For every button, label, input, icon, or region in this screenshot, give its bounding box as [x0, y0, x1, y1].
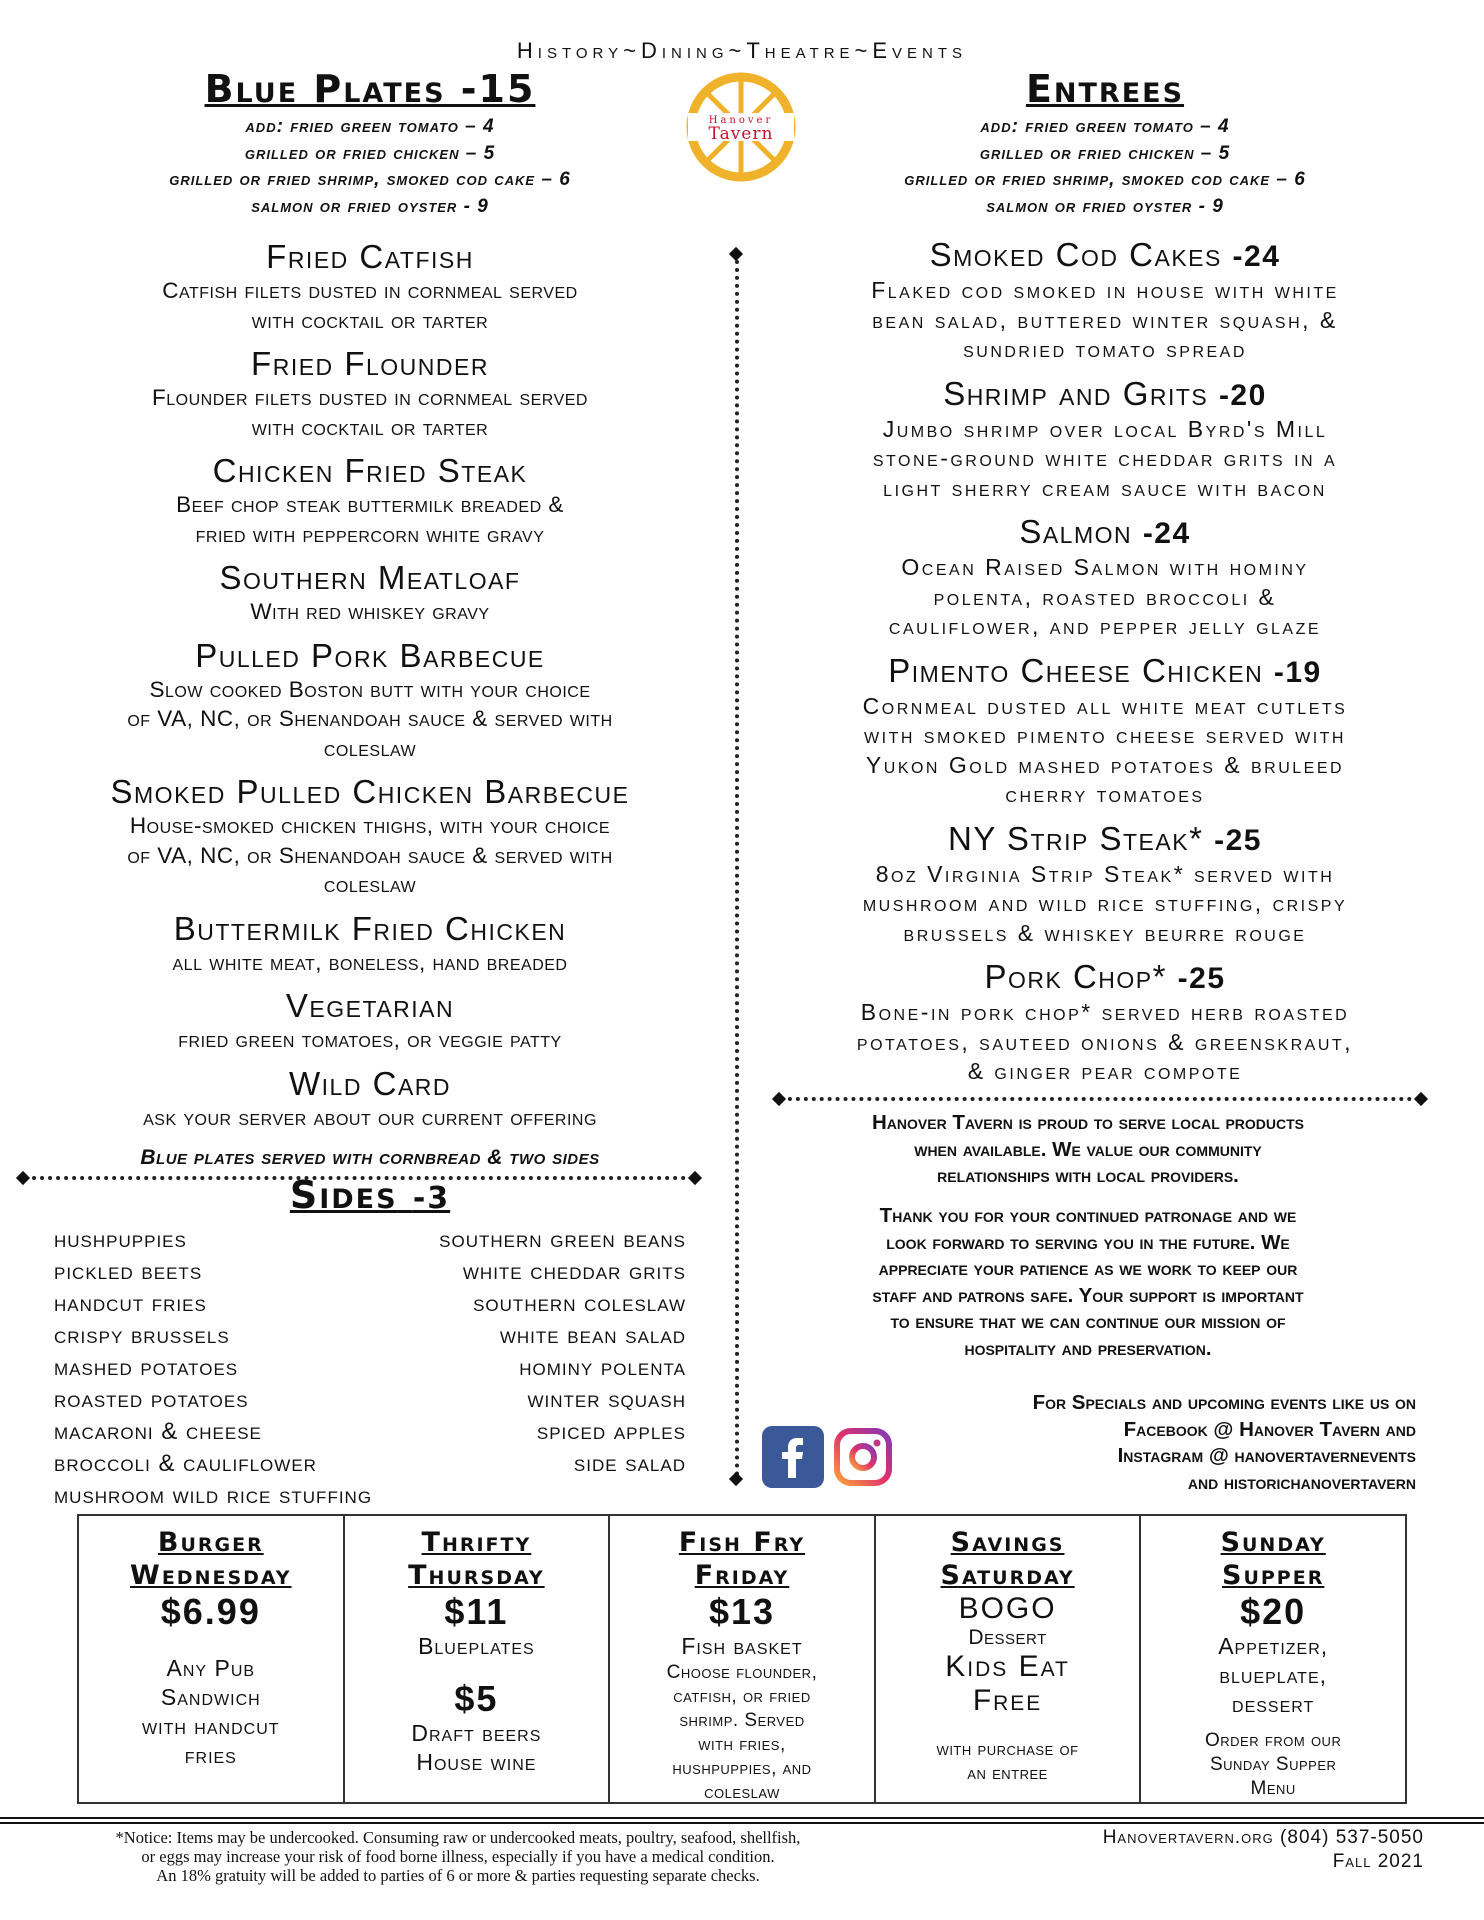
special-fish-fry-friday: Fish Fry Friday $13 Fish basket Choose flounder, catfish, or fried shrimp. Served with fries, hushpuppies, and coleslaw — [610, 1516, 876, 1802]
menu-item: Shrimp and Grits -20 Jumbo shrimp over local Byrd's Mill stone-ground white cheddar grits in a light sherry cream sauce with bacon — [872, 374, 1338, 501]
svg-text:Hanover: Hanover — [708, 115, 774, 126]
weekly-specials — [77, 1514, 1407, 1804]
sides-section — [20, 1172, 720, 1514]
menu-item: Pulled Pork Barbecue Slow cooked Boston butt with your choice of VA, NC, or Shenandoah sauce & served with coleslaw — [127, 636, 613, 761]
special-sunday-supper: Sunday Supper $20 Appetizer, blueplate, dessert Order from our Sunday Supper Menu — [1205, 1527, 1342, 1799]
addons-list: add: fried green tomato – 4 grilled or fried chicken – 5 grilled or fried shrimp, smoked cod cake – 6 salmon or fried oyster - 9 — [169, 116, 571, 217]
menu-item: Vegetarian fried green tomatoes, or veggie patty — [178, 987, 562, 1052]
sides-row: roasted potatoes winter squash — [54, 1386, 686, 1413]
menu-item: Smoked Pulled Chicken Barbecue House-smoked chicken thighs, with your choice of VA, NC, or Shenandoah sauce & served with coleslaw — [110, 773, 630, 897]
social-note: For Specials and upcoming events like us on Facebook @ Hanover Tavern and Instagram @ hanovertavernevents and historichanovertavern — [1032, 1391, 1416, 1494]
sides-title: Sides -3 — [289, 1173, 451, 1217]
special-burger-wednesday: Burger Wednesday $6.99 Any Pub Sandwich with handcut fries — [79, 1516, 345, 1802]
entrees-section — [752, 66, 1458, 1087]
vertical-divider — [735, 252, 739, 1477]
blue-plates-title: Blue Plates -15 — [204, 67, 536, 111]
local-products-note: Hanover Tavern is proud to serve local products when available. We value our community relationships with local providers. — [871, 1111, 1305, 1187]
sides-row: mashed potatoes hominy polenta — [54, 1354, 686, 1381]
addons-list: add: fried green tomato – 4 grilled or fried chicken – 5 grilled or fried shrimp, smoked cod cake – 6 salmon or fried oyster - 9 — [904, 116, 1306, 217]
social-section — [752, 1390, 1424, 1496]
sides-row: broccoli & cauliflower side salad — [54, 1450, 686, 1477]
divider-diamond — [772, 1092, 786, 1106]
menu-item: Wild Card ask your server about our current offering — [143, 1064, 597, 1130]
menu-item: Chicken Fried Steak Beef chop steak buttermilk breaded & fried with peppercorn white gravy — [176, 452, 564, 547]
facebook-icon[interactable] — [762, 1426, 824, 1488]
season-label: Fall 2021 — [1332, 1851, 1424, 1872]
website-phone[interactable]: Hanovertavern.org (804) 537-5050 — [1102, 1827, 1424, 1848]
tagline: History~Dining~Theatre~Events — [516, 38, 968, 63]
sides-row: crispy brussels white bean salad — [54, 1322, 686, 1349]
entrees-title: Entrees — [1025, 67, 1185, 111]
menu-item: Pimento Cheese Chicken -19 Cornmeal dusted all white meat cutlets with smoked pimento cheese served with Yukon Gold mashed potatoes & bruleed cherry tomatoes — [862, 651, 1348, 807]
special-thrifty-thursday: Thrifty Thursday $11 Blueplates $5 Draft beers House wine — [345, 1516, 611, 1802]
sides-row: pickled beets white cheddar grits — [54, 1258, 686, 1285]
thank-you-note: Thank you for your continued patronage and we look forward to serving you in the future. We appreciate your patience as we work to keep our staff and patrons safe. Your support is important to ensure that we can continue our mission of hospitality and preservation. — [872, 1204, 1304, 1360]
footer-contact — [1010, 1826, 1424, 1874]
sides-row: handcut fries southern coleslaw — [54, 1290, 686, 1317]
sides-row: macaroni & cheese spiced apples — [54, 1418, 686, 1445]
footer-rule — [0, 1822, 1484, 1824]
instagram-icon[interactable] — [832, 1426, 894, 1488]
sides-row: mushroom wild rice stuffing — [54, 1482, 373, 1509]
notes-divider — [780, 1097, 1420, 1101]
menu-item: Buttermilk Fried Chicken all white meat, boneless, hand breaded — [172, 909, 568, 975]
menu-item: NY Strip Steak* -25 8oz Virginia Strip Steak* served with mushroom and wild rice stuffing, crispy brussels & whiskey beurre rouge — [862, 819, 1348, 946]
blue-plates-served-note: Blue plates served with cornbread & two sides — [140, 1146, 600, 1169]
special-savings-saturday: Savings Saturday BOGO Dessert Kids Eat Free with purchase of an entree — [876, 1516, 1142, 1802]
menu-item: Smoked Cod Cakes -24 Flaked cod smoked in house with white bean salad, buttered winter squash, & sundried tomato spread — [871, 236, 1339, 362]
menu-item: Fried Catfish Catfish filets dusted in cornmeal served with cocktail or tarter — [162, 238, 578, 333]
blue-plates-section — [20, 66, 720, 1170]
sides-row: hushpuppies southern green beans — [54, 1226, 686, 1253]
svg-text:Tavern: Tavern — [708, 124, 774, 144]
menu-item: Salmon -24 Ocean Raised Salmon with hominy polenta, roasted broccoli & cauliflower, and pepper jelly glaze — [888, 513, 1322, 639]
menu-item: Pork Chop* -25 Bone-in pork chop* served herb roasted potatoes, sauteed onions & greenskraut, & ginger pear compote — [856, 958, 1354, 1084]
divider-diamond — [729, 1472, 743, 1486]
undercooked-notice: *Notice: Items may be undercooked. Consuming raw or undercooked meats, poultry, seafood, shellfish, or eggs may increase your risk of food borne illness, especially if you have a medical condition. An 18% gratuity will be added to parties of 6 or more & parties requesting separate checks. — [115, 1828, 801, 1885]
menu-item: Southern Meatloaf With red whiskey gravy — [219, 559, 521, 624]
divider-diamond — [1414, 1092, 1428, 1106]
footer-rule — [0, 1817, 1484, 1819]
menu-item: Fried Flounder Flounder filets dusted in cornmeal served with cocktail or tarter — [152, 345, 588, 440]
divider-diamond — [729, 247, 743, 261]
